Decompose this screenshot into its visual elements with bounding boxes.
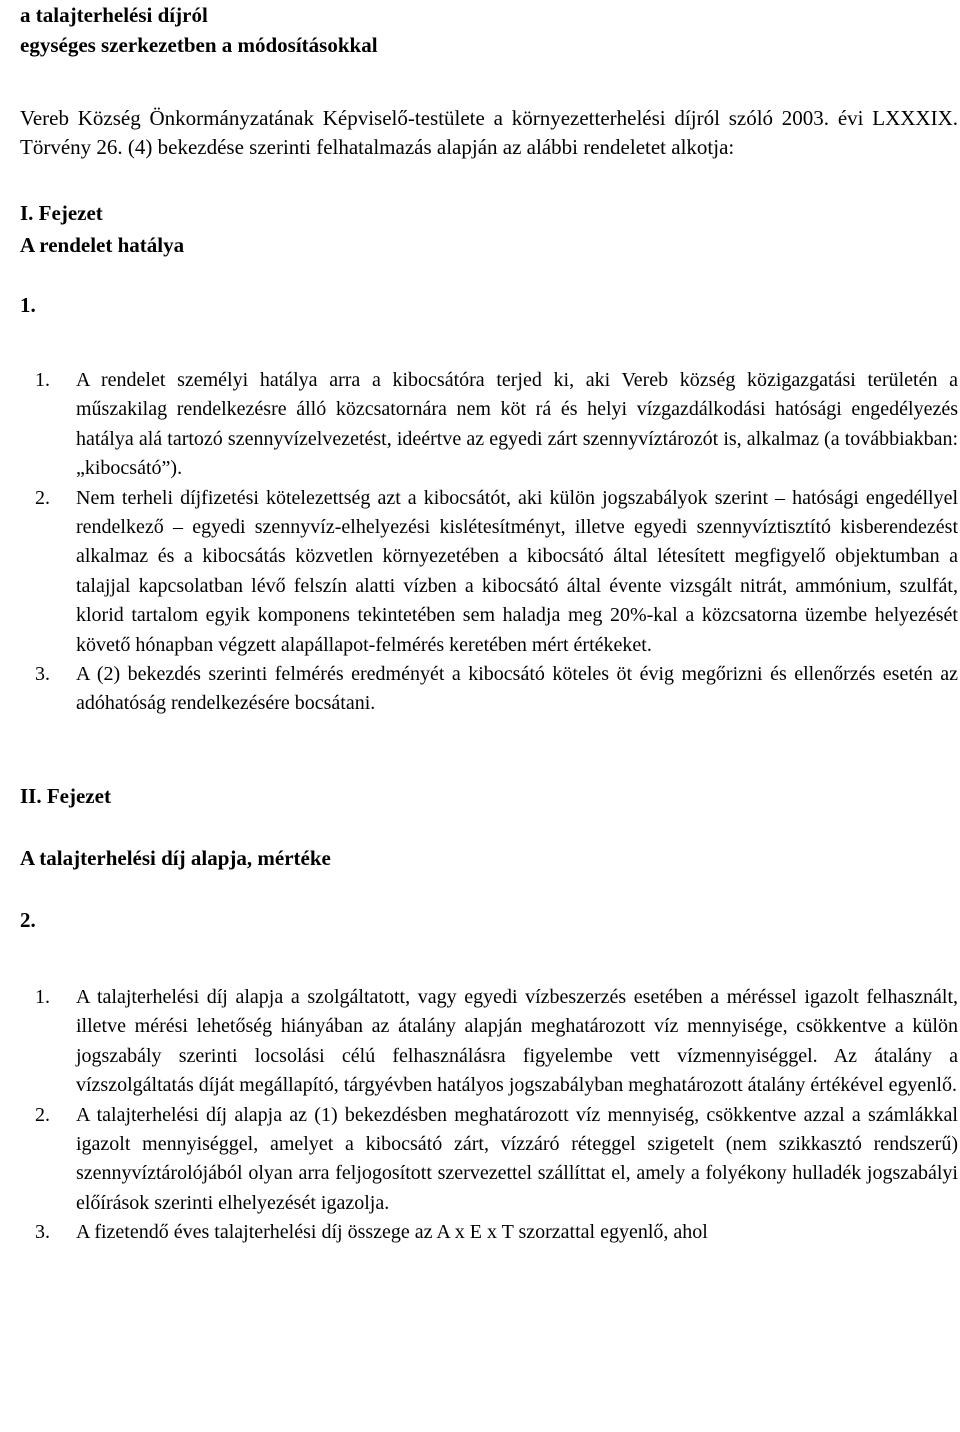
section-2-number — [20, 905, 958, 935]
chapter-1-paragraph-1 — [20, 366, 958, 484]
title-line-2: egységes szerkezetben a módosításokkal — [20, 33, 378, 57]
section-2-number-text: 2. — [20, 907, 36, 932]
chapter-2-paragraph-1 — [20, 983, 958, 1101]
paragraph-number: 2. — [35, 1103, 50, 1126]
paragraph-number: 3. — [35, 1221, 50, 1244]
chapter-2-paragraph-3 — [20, 1218, 958, 1247]
paragraph-text: Nem terheli díjfizetési kötelezettség azt a kibocsátót, aki külön jogszabályok szerint – hatósági engedéllyel rendelkező – egyedi szennyvíz-elhelyezési kislétesítményt, illetve egyedi szennyvíztisztító kisberendezést alkalmaz és a kibocsátás közvetlen környezetében a kibocsátó által létesített megfigyelő objektumban a talajjal kapcsolatban lévő felszín alatti vízben a kibocsátó által évente vizsgált nitrát, ammónium, szulfát, klorid tartalom egyik komponens tekintetében sem haladja meg 20%-kal a közcsatorna üzembe helyezését követő hónapban végzett alapállapot-felmérés keretében mért értékeket. — [76, 486, 958, 656]
paragraph-text: A talajterhelési díj alapja a szolgáltatott, vagy egyedi vízbeszerzés esetében a méréssel igazolt felhasznált, illetve mérési lehetőség hiányában az átalány alapján meghatározott víz mennyisége, csökkentve a külön jogszabály szerinti locsolási célú felhasználásra figyelembe vett vízmennyiséggel. Az átalány a vízszolgáltatás díját megállapító, tárgyévben hatályos jogszabályban meghatározott átalány értékével egyenlő. — [76, 985, 958, 1097]
chapter-2-paragraph-2 — [20, 1101, 958, 1219]
paragraph-text: A fizetendő éves talajterhelési díj összege az A x E x T szorzattal egyenlő, ahol — [76, 1221, 708, 1244]
chapter-1 — [20, 198, 958, 719]
intro-paragraph: Vereb Község Önkormányzatának Képviselő-testülete a környezetterhelési díjról szóló 2003. évi LXXXIX. Törvény 26. (4) bekezdése szerinti felhatalmazás alapján az alábbi rendeletet alkotja: — [20, 106, 958, 159]
document-page — [20, 0, 958, 1248]
section-1-number — [20, 290, 958, 320]
chapter-1-paragraph-3 — [20, 660, 958, 719]
chapter-2-label: II. Fejezet — [20, 783, 111, 808]
chapter-2-title: A talajterhelési díj alapja, mértéke — [20, 845, 331, 870]
chapter-1-paragraph-2 — [20, 484, 958, 660]
chapter-2 — [20, 781, 958, 1248]
chapter-1-paragraphs — [20, 366, 958, 719]
section-1-number-text: 1. — [20, 293, 36, 317]
paragraph-number: 1. — [35, 369, 50, 391]
paragraph-number: 1. — [35, 985, 50, 1008]
paragraph-text: A talajterhelési díj alapja az (1) bekezdésben meghatározott víz mennyiség, csökkentve azzal a számlákkal igazolt mennyiséggel, amelyet a kibocsátó zárt, vízzáró réteggel szigetelt (nem szikkasztó rendszerű) szennyvíztárolójából olyan arra feljogosított szervezettel szállíttat el, amely a folyékony hulladék jogszabályi előírások szerinti elhelyezését igazolja. — [76, 1103, 958, 1214]
paragraph-number: 3. — [35, 663, 50, 686]
chapter-1-title: A rendelet hatálya — [20, 233, 185, 257]
paragraph-text: A rendelet személyi hatálya arra a kibocsátóra terjed ki, aki Vereb község közigazgatási területén a műszakilag rendelkezésre álló közcsatornára nem köt rá és helyi vízgazdálkodási hatósági engedélyezés hatálya alá tartozó szennyvízelvezetést, ideértve az egyedi zárt szennyvíztározót is, alkalmaz (a továbbiakban: „kibocsátó”). — [76, 369, 958, 480]
paragraph-text: A (2) bekezdés szerinti felmérés eredményét a kibocsátó köteles öt évig megőrizni és ellenőrzés esetén az adóhatóság rendelkezésére bocsátani. — [76, 663, 958, 715]
paragraph-number: 2. — [35, 486, 50, 509]
chapter-1-label: I. Fejezet — [20, 201, 103, 225]
chapter-2-paragraphs — [20, 983, 958, 1248]
title-line-1: a talajterhelési díjról — [20, 3, 208, 27]
document-title — [20, 0, 958, 60]
